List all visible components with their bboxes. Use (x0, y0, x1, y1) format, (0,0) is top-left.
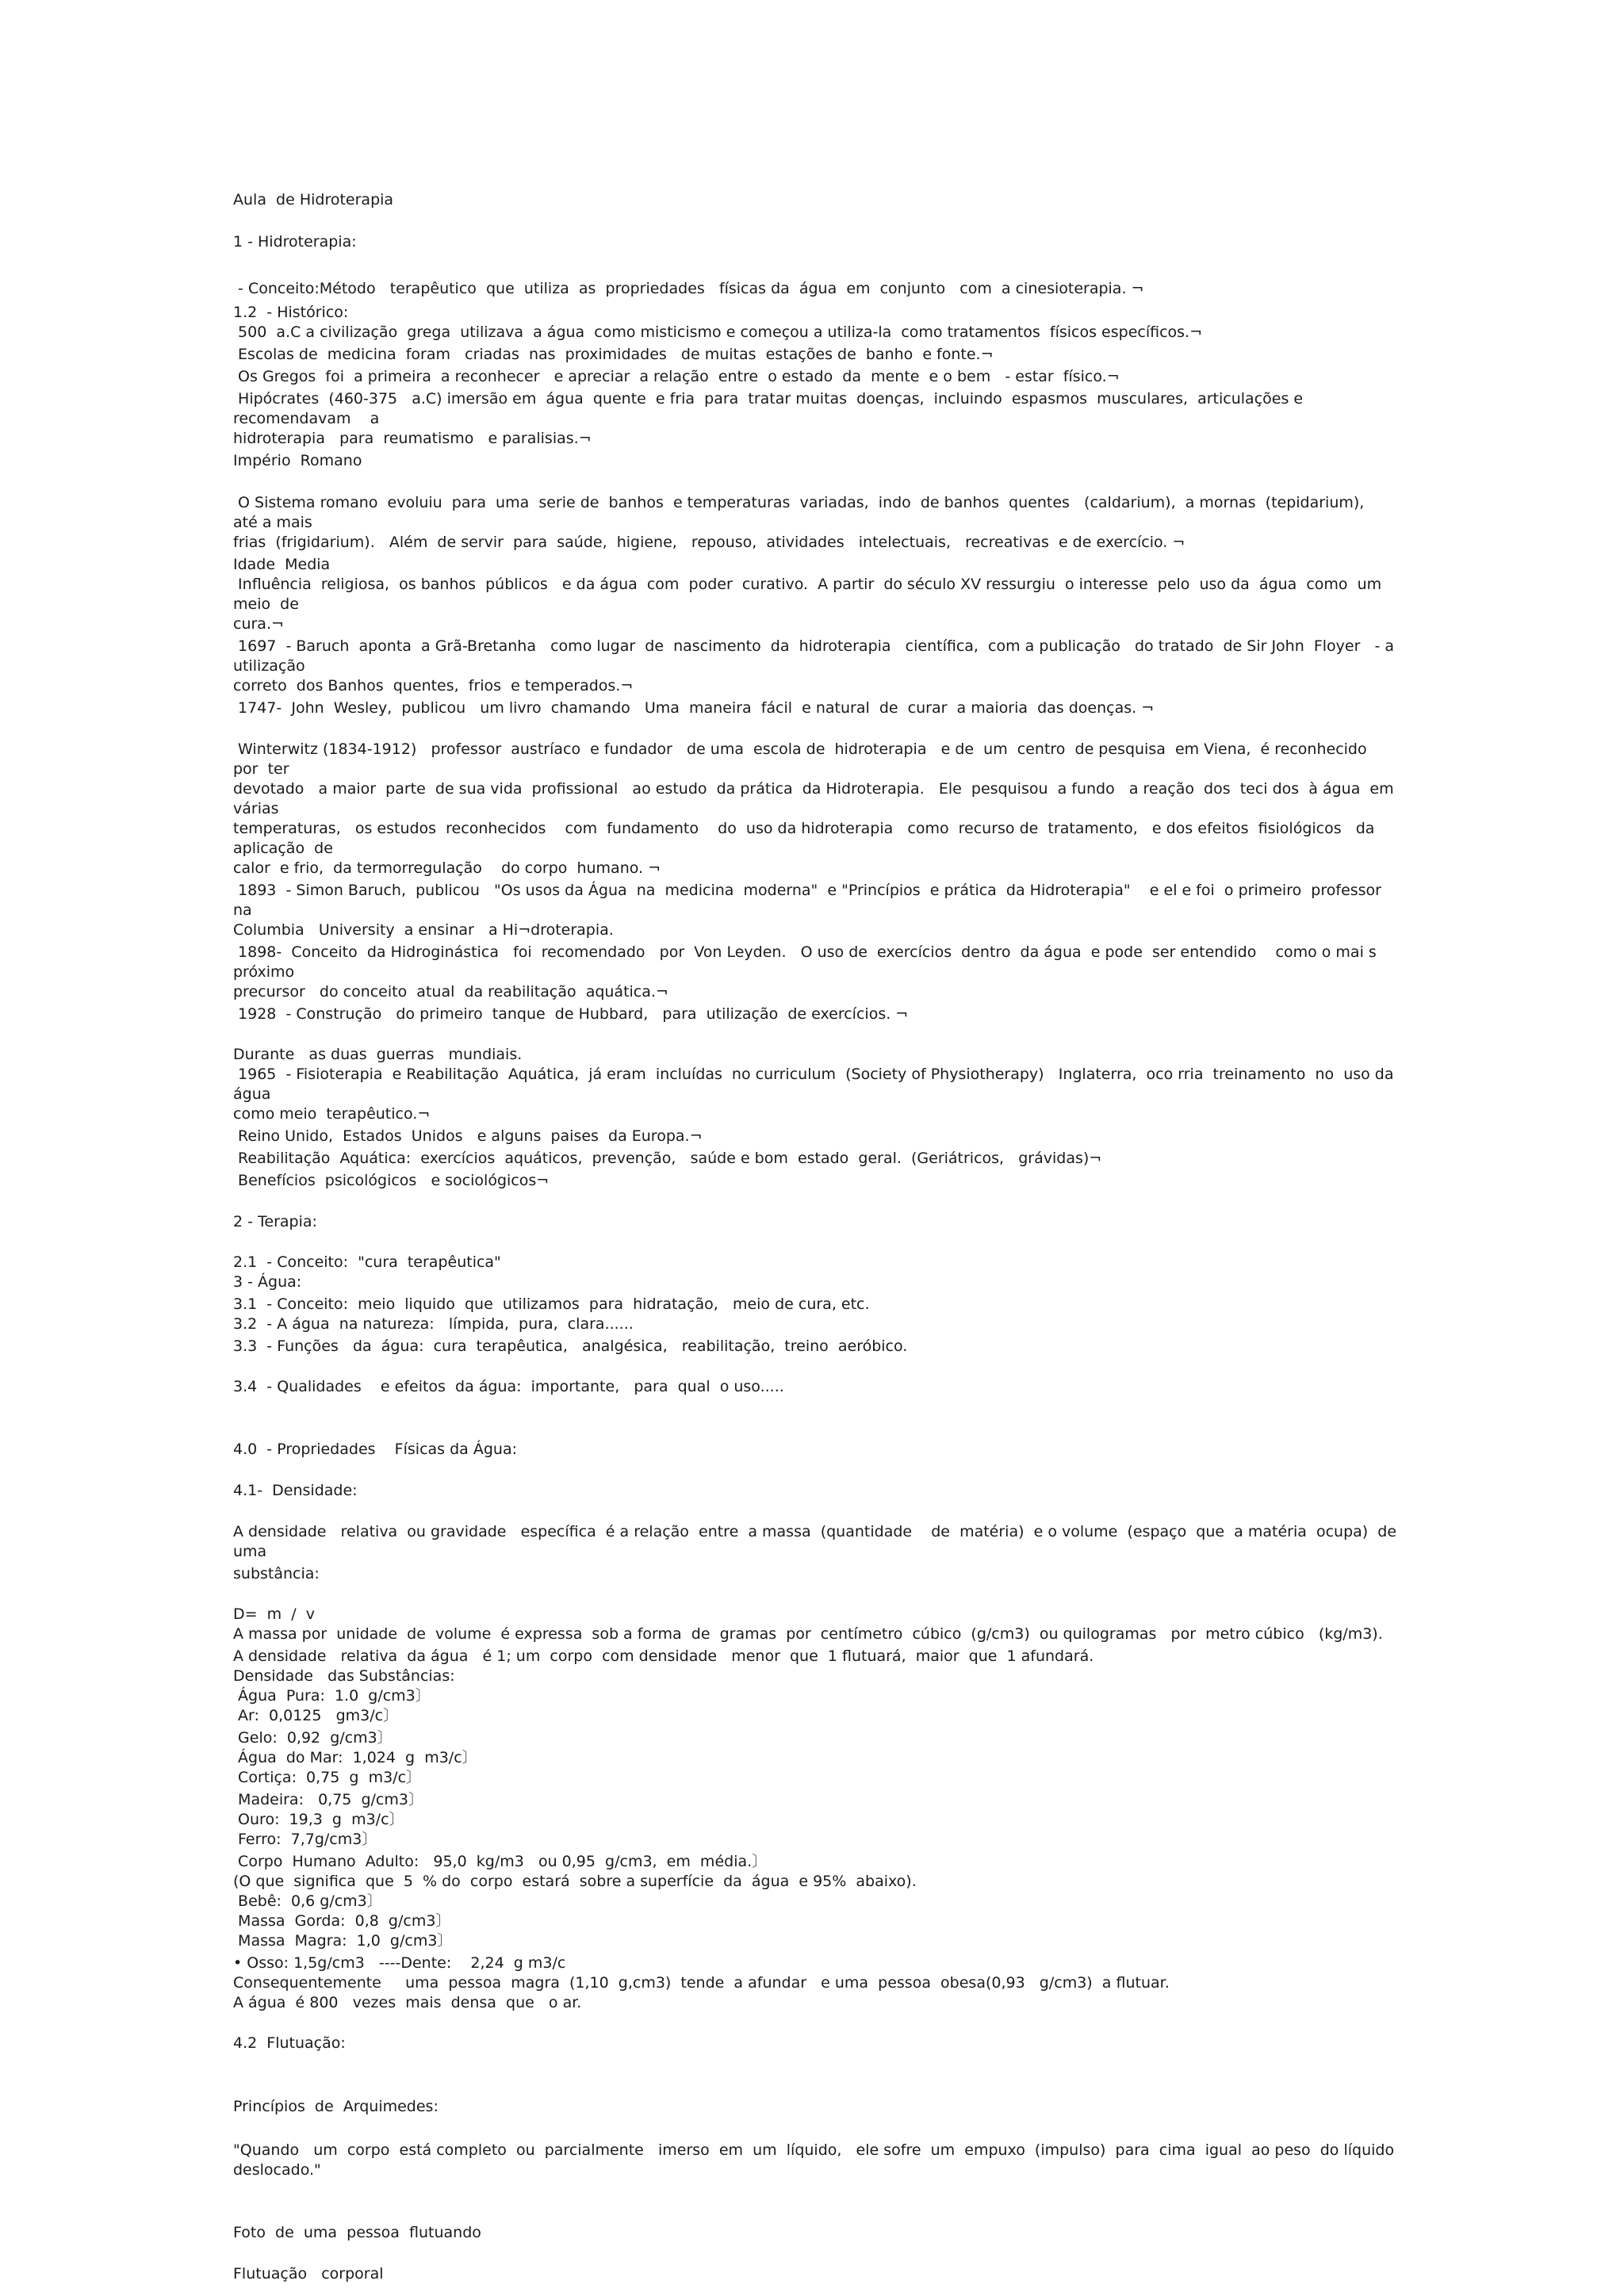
text-line: 1965 - Fisioterapia e Reabilitação Aquática, já eram incluídas no curriculum (Society of Physiotherapy) Inglaterra, oco rria treinamento no uso da água (233, 1066, 1399, 1103)
text-line: Massa Magra: 1,0 g/cm3〕 (233, 1932, 453, 1950)
text-line: precursor do conceito atual da reabilitação aquática.¬ (233, 983, 668, 1001)
text-line: Influência religiosa, os banhos públicos e da água com poder curativo. A partir do século XV ressurgiu o interesse pelo uso da água como um meio de (233, 576, 1392, 613)
text-line: devotado a maior parte de sua vida profissional ao estudo da prática da Hidroterapia. Ele pesquisou a fundo a reação dos teci dos à água em várias (233, 780, 1404, 817)
text-line: - Conceito:Método terapêutico que utiliza as propriedades físicas da água em conjunto com a cinesioterapia. ¬ (233, 280, 1144, 297)
text-line: 1.2 - Histórico: (233, 304, 349, 321)
text-line: Gelo: 0,92 g/cm3〕 (233, 1729, 393, 1747)
text-line: Água do Mar: 1,024 g m3/c〕 (233, 1749, 477, 1766)
text-line: Flutuação corporal (233, 2265, 384, 2283)
text-line: 1928 - Construção do primeiro tanque de Hubbard, para utilização de exercícios. ¬ (233, 1005, 909, 1023)
text-line: Reabilitação Aquática: exercícios aquáticos, prevenção, saúde e bom estado geral. (Geriátricos, grávidas)¬ (233, 1150, 1102, 1167)
text-line: como meio terapêutico.¬ (233, 1105, 431, 1123)
text-line: 4.0 - Propriedades Físicas da Água: (233, 1441, 517, 1458)
text-line: frias (frigidarium). Além de servir para saúde, higiene, repouso, atividades intelectuais, recreativas e de exercício. ¬ (233, 534, 1185, 551)
text-line: O Sistema romano evoluiu para uma serie de banhos e temperaturas variadas, indo de banhos quentes (caldarium), a mornas (tepidarium), até a mais (233, 494, 1379, 531)
text-line: Cortiça: 0,75 g m3/c〕 (233, 1769, 422, 1786)
text-line: 1893 - Simon Baruch, publicou "Os usos da Água na medicina moderna" e "Princípios e prática da Hidroterapia" e el e foi o primeiro professor na (233, 882, 1396, 919)
text-line: A densidade relativa da água é 1; um corpo com densidade menor que 1 flutuará, maior que 1 afundará. (233, 1647, 1094, 1665)
text-line: Água Pura: 1.0 g/cm3〕 (233, 1687, 431, 1705)
text-line: D= m / v (233, 1605, 315, 1623)
text-line: Ouro: 19,3 g m3/c〕 (233, 1811, 404, 1828)
document-title: Aula de Hidroterapia (233, 191, 394, 209)
text-line: Princípios de Arquimedes: (233, 2098, 439, 2115)
text-line: 3.1 - Conceito: meio liquido que utilizamos para hidratação, meio de cura, etc. (233, 1295, 870, 1313)
text-line: 4.2 Flutuação: (233, 2034, 346, 2052)
text-line: 3.3 - Funções da água: cura terapêutica, analgésica, reabilitação, treino aeróbico. (233, 1337, 908, 1355)
text-line: Ar: 0,0125 gm3/c〕 (233, 1707, 399, 1724)
text-line: 1747- John Wesley, publicou um livro chamando Uma maneira fácil e natural de curar a maioria das doenças. ¬ (233, 699, 1155, 717)
text-line: Winterwitz (1834-1912) professor austríaco e fundador de uma escola de hidroterapia e de um centro de pesquisa em Viena, é reconhecido por ter (233, 740, 1381, 778)
text-line: correto dos Banhos quentes, frios e temperados.¬ (233, 677, 634, 695)
text-line: Os Gregos foi a primeira a reconhecer e apreciar a relação entre o estado da mente e o bem - estar físico.¬ (233, 368, 1120, 385)
text-line: cura.¬ (233, 615, 284, 633)
text-line: Idade Media (233, 556, 331, 573)
text-line: 3.2 - A água na natureza: límpida, pura, clara...... (233, 1315, 634, 1333)
text-line: Columbia University a ensinar a Hi¬droterapia. (233, 921, 614, 939)
text-line: 3.4 - Qualidades e efeitos da água: importante, para qual o uso..... (233, 1378, 784, 1395)
text-line: Madeira: 0,75 g/cm3〕 (233, 1791, 423, 1808)
text-line: Hipócrates (460-375 a.C) imersão em água quente e fria para tratar muitas doenças, incluindo espasmos musculares, articulações e recomendavam a (233, 390, 1308, 427)
text-line: Reino Unido, Estados Unidos e alguns paises da Europa.¬ (233, 1127, 703, 1145)
text-line: Foto de uma pessoa flutuando (233, 2224, 481, 2241)
text-line: 1697 - Baruch aponta a Grã-Bretanha como lugar de nascimento da hidroterapia científica, com a publicação do tratado de Sir John Floyer - a utilização (233, 637, 1400, 675)
text-line: A água é 800 vezes mais densa que o ar. (233, 1994, 582, 2011)
text-line: 500 a.C a civilização grega utilizava a água como misticismo e começou a utiliza-la como tratamentos físicos específicos.¬ (233, 323, 1203, 341)
text-line: 1 - Hidroterapia: (233, 233, 357, 251)
text-line: Consequentemente uma pessoa magra (1,10 g,cm3) tende a afundar e uma pessoa obesa(0,93 g/cm3) a flutuar. (233, 1974, 1170, 1992)
text-line: 3 - Água: (233, 1273, 302, 1291)
text-line: A massa por unidade de volume é expressa sob a forma de gramas por centímetro cúbico (g/cm3) ou quilogramas por metro cúbico (kg/m3). (233, 1625, 1383, 1643)
text-line: Corpo Humano Adulto: 95,0 kg/m3 ou 0,95 g/cm3, em média.〕 (233, 1853, 768, 1870)
text-line: hidroterapia para reumatismo e paralisias.¬ (233, 430, 592, 447)
text-line: Densidade das Substâncias: (233, 1667, 455, 1685)
text-line: substância: (233, 1565, 320, 1582)
text-line: temperaturas, os estudos reconhecidos com fundamento do uso da hidroterapia como recurso de tratamento, e dos efeitos fisiológicos da aplicação de (233, 820, 1380, 857)
text-line: (O que significa que 5 % do corpo estará sobre a superfície da água e 95% abaixo). (233, 1873, 917, 1890)
text-line: A densidade relativa ou gravidade específica é a relação entre a massa (quantidade de matéria) e o volume (espaço que a matéria ocupa) de uma (233, 1523, 1407, 1560)
document-body (233, 190, 1409, 2284)
text-line: Benefícios psicológicos e sociológicos¬ (233, 1172, 550, 1189)
text-line: Bebê: 0,6 g/cm3〕 (233, 1892, 382, 1910)
text-line: Império Romano (233, 452, 362, 469)
text-line: Durante as duas guerras mundiais. (233, 1046, 523, 1063)
text-line: calor e frio, da termorregulação do corpo humano. ¬ (233, 859, 661, 877)
text-line: 1898- Conceito da Hidroginástica foi recomendado por Von Leyden. O uso de exercícios dentro da água e pode ser entendido como o mai s próximo (233, 943, 1386, 981)
text-line: 2.1 - Conceito: "cura terapêutica" (233, 1253, 501, 1271)
text-line: 4.1- Densidade: (233, 1482, 358, 1499)
text-line: "Quando um corpo está completo ou parcialmente imerso em um líquido, ele sofre um empuxo (impulso) para cima igual ao peso do líquido deslocado." (233, 2141, 1409, 2179)
text-line: • Osso: 1,5g/cm3 ----Dente: 2,24 g m3/c (233, 1954, 566, 1972)
text-line: Escolas de medicina foram criadas nas proximidades de muitas estações de banho e fonte.¬ (233, 346, 994, 363)
text-line: 2 - Terapia: (233, 1213, 317, 1230)
text-line: Ferro: 7,7g/cm3〕 (233, 1831, 377, 1848)
text-line: Massa Gorda: 0,8 g/cm3〕 (233, 1912, 451, 1930)
